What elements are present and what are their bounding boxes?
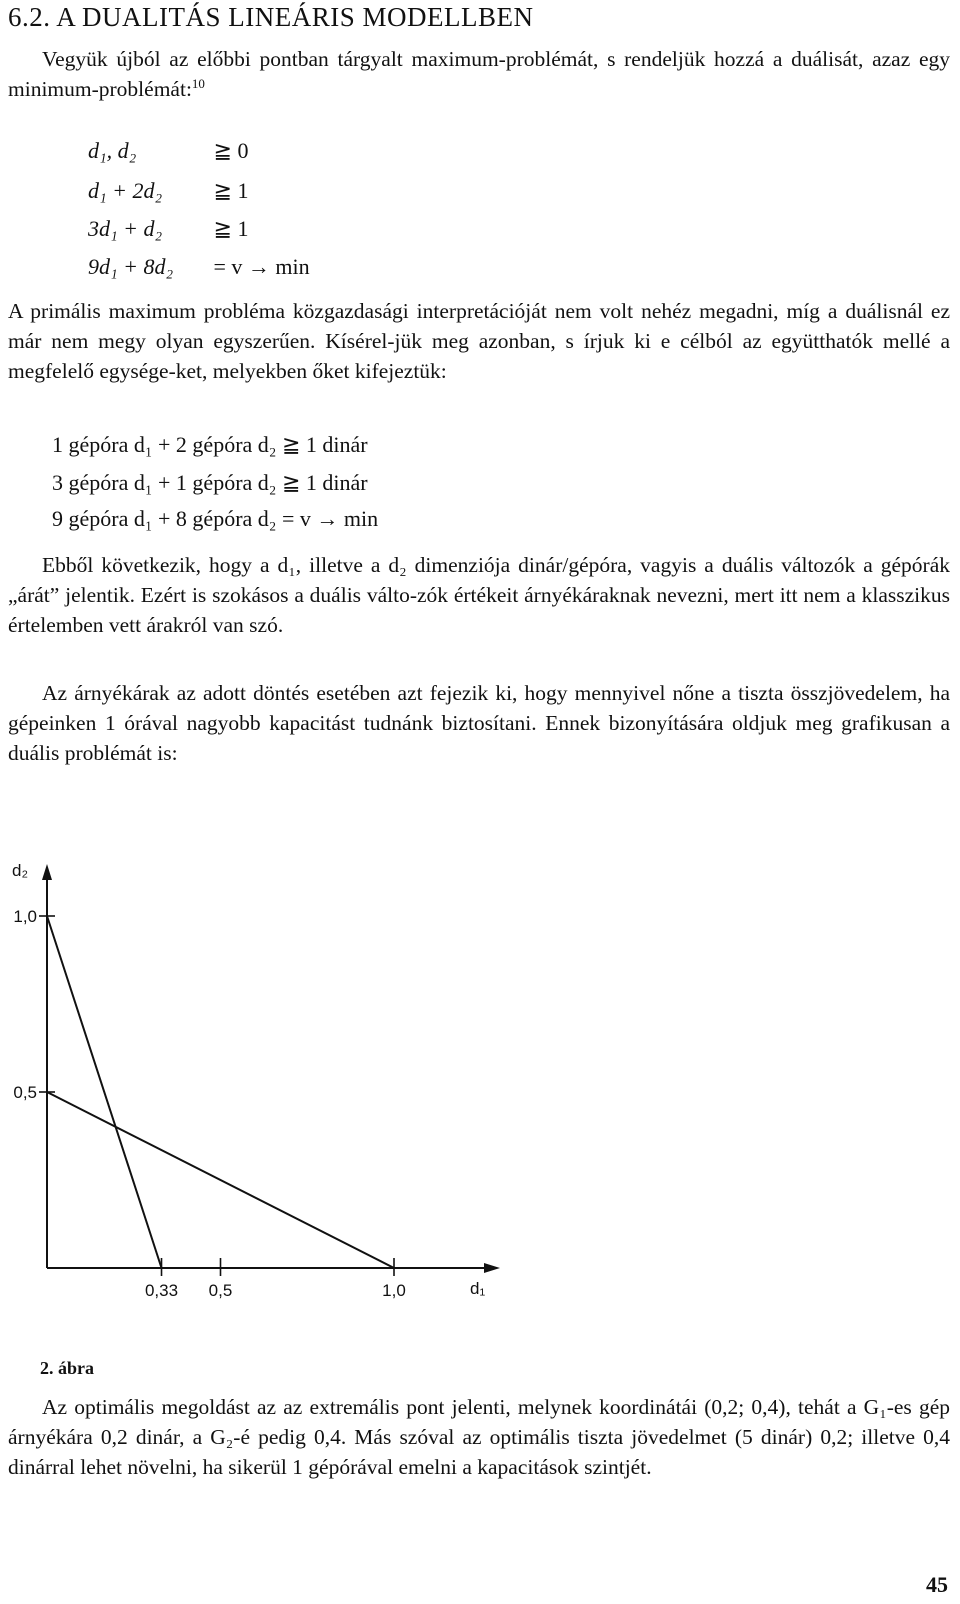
y-axis-label: d₂ (12, 861, 29, 880)
unit-row-1: 1 gépóra d₁ + 2 gépóra d₂ ≧ 1 dinár (52, 432, 368, 457)
dual-row-2-lhs: d₁ + 2d₂ (88, 178, 163, 203)
unit-row-3: 9 gépóra d₁ + 8 gépóra d₂ = v → min (52, 506, 379, 531)
dual-row-3-rhs: 1 (237, 216, 249, 241)
x-tick-label-1: 0,5 (208, 1281, 233, 1300)
series-layer (47, 916, 394, 1268)
dual-row-3-rel: ≧ (213, 216, 232, 241)
y-axis-arrow (42, 864, 52, 880)
paragraph-shadow-prices (8, 678, 950, 768)
constraint-line-2 (47, 916, 162, 1268)
dual-row-4-rel: = (213, 254, 226, 279)
dual-feasibility-chart (0, 860, 520, 1340)
intro-text: Vegyük újból az előbbi pontban tárgyalt maximum-problémát, s rendeljük hozzá a duálisát, azaz egy minimum-problémát: (8, 47, 950, 101)
x-tick-label-2: 1,0 (382, 1281, 406, 1300)
unit-row-2: 3 gépóra d₁ + 1 gépóra d₂ ≧ 1 dinár (52, 470, 368, 495)
x-tick-label-0: 0,33 (144, 1281, 179, 1300)
paragraph-dimension (8, 550, 950, 640)
intro-paragraph (8, 44, 950, 104)
footnote-marker: 10 (191, 75, 205, 91)
y-tick-label-1: 1,0 (13, 907, 37, 926)
constraint-line-1 (47, 1092, 394, 1268)
dual-row-4 (88, 254, 310, 280)
dual-row-4-lhs: 9d₁ + 8d₂ (88, 254, 174, 279)
paragraph-optimal-solution (8, 1392, 950, 1482)
x-axis-label: d₁ (470, 1279, 486, 1298)
figure-caption: 2. ábra (40, 1358, 94, 1378)
ticks-layer (13, 907, 405, 1300)
dual-row-3-lhs: 3d₁ + d₂ (88, 216, 163, 241)
section-title: 6.2. A DUALITÁS LINEÁRIS MODELLBEN (8, 2, 534, 32)
paragraph-2-text: A primális maximum probléma közgazdasági interpretációját nem volt nehéz megadni, míg a duálisnál ez már nem megy olyan egyszerűen. Kísérel-jük meg azonban, s írjuk ki e célból az együtthatók mellé a megfelelő egysége-ket, melyekben őket kifejeztük: (8, 299, 950, 383)
dual-row-3 (88, 216, 248, 242)
dual-row-1-rel: ≧ (213, 138, 232, 163)
dual-row-2-rhs: 1 (237, 178, 249, 203)
dual-row-2-rel: ≧ (213, 178, 232, 203)
paragraph-5-text: Az optimális megoldást az az extremális pont jelenti, melynek koordinátái (0,2; 0,4), tehát a G₁-es gép árnyékára 0,2 dinár, a G₂-é pedig 0,4. Más szóval az optimális tiszta jövedelmet (5 dinár) 0,2; illetve 0,4 dinárral lehet növelni, ha sikerül 1 gépórával emelni a kapacitások szintjét. (8, 1395, 950, 1479)
dual-row-2 (88, 178, 248, 204)
page-number: 45 (926, 1572, 948, 1597)
paragraph-primal-interpretation (8, 296, 950, 386)
dual-row-1 (88, 138, 248, 164)
x-axis-arrow (484, 1263, 500, 1273)
paragraph-4-text: Az árnyékárak az adott döntés esetében azt fejezik ki, hogy mennyivel nőne a tiszta összjövedelem, ha gépeinken 1 órával nagyobb kapacitást tudnánk biztosítani. Ennek bizonyítására oldjuk meg grafikusan a duális problémát is: (8, 681, 950, 765)
paragraph-3-text: Ebből következik, hogy a d₁, illetve a d₂ dimenziója dinár/gépóra, vagyis a duális változók a gépórák „árát” jelentik. Ezért is szokásos a duális válto-zók értékeit árnyékáraknak nevezni, mert itt nem a klasszikus értelemben vett árakról van szó. (8, 553, 950, 637)
y-tick-label-0: 0,5 (13, 1083, 37, 1102)
dual-row-4-rhs: v → min (231, 254, 310, 279)
dual-row-1-lhs: d₁, d₂ (88, 138, 137, 163)
dual-row-1-rhs: 0 (237, 138, 249, 163)
